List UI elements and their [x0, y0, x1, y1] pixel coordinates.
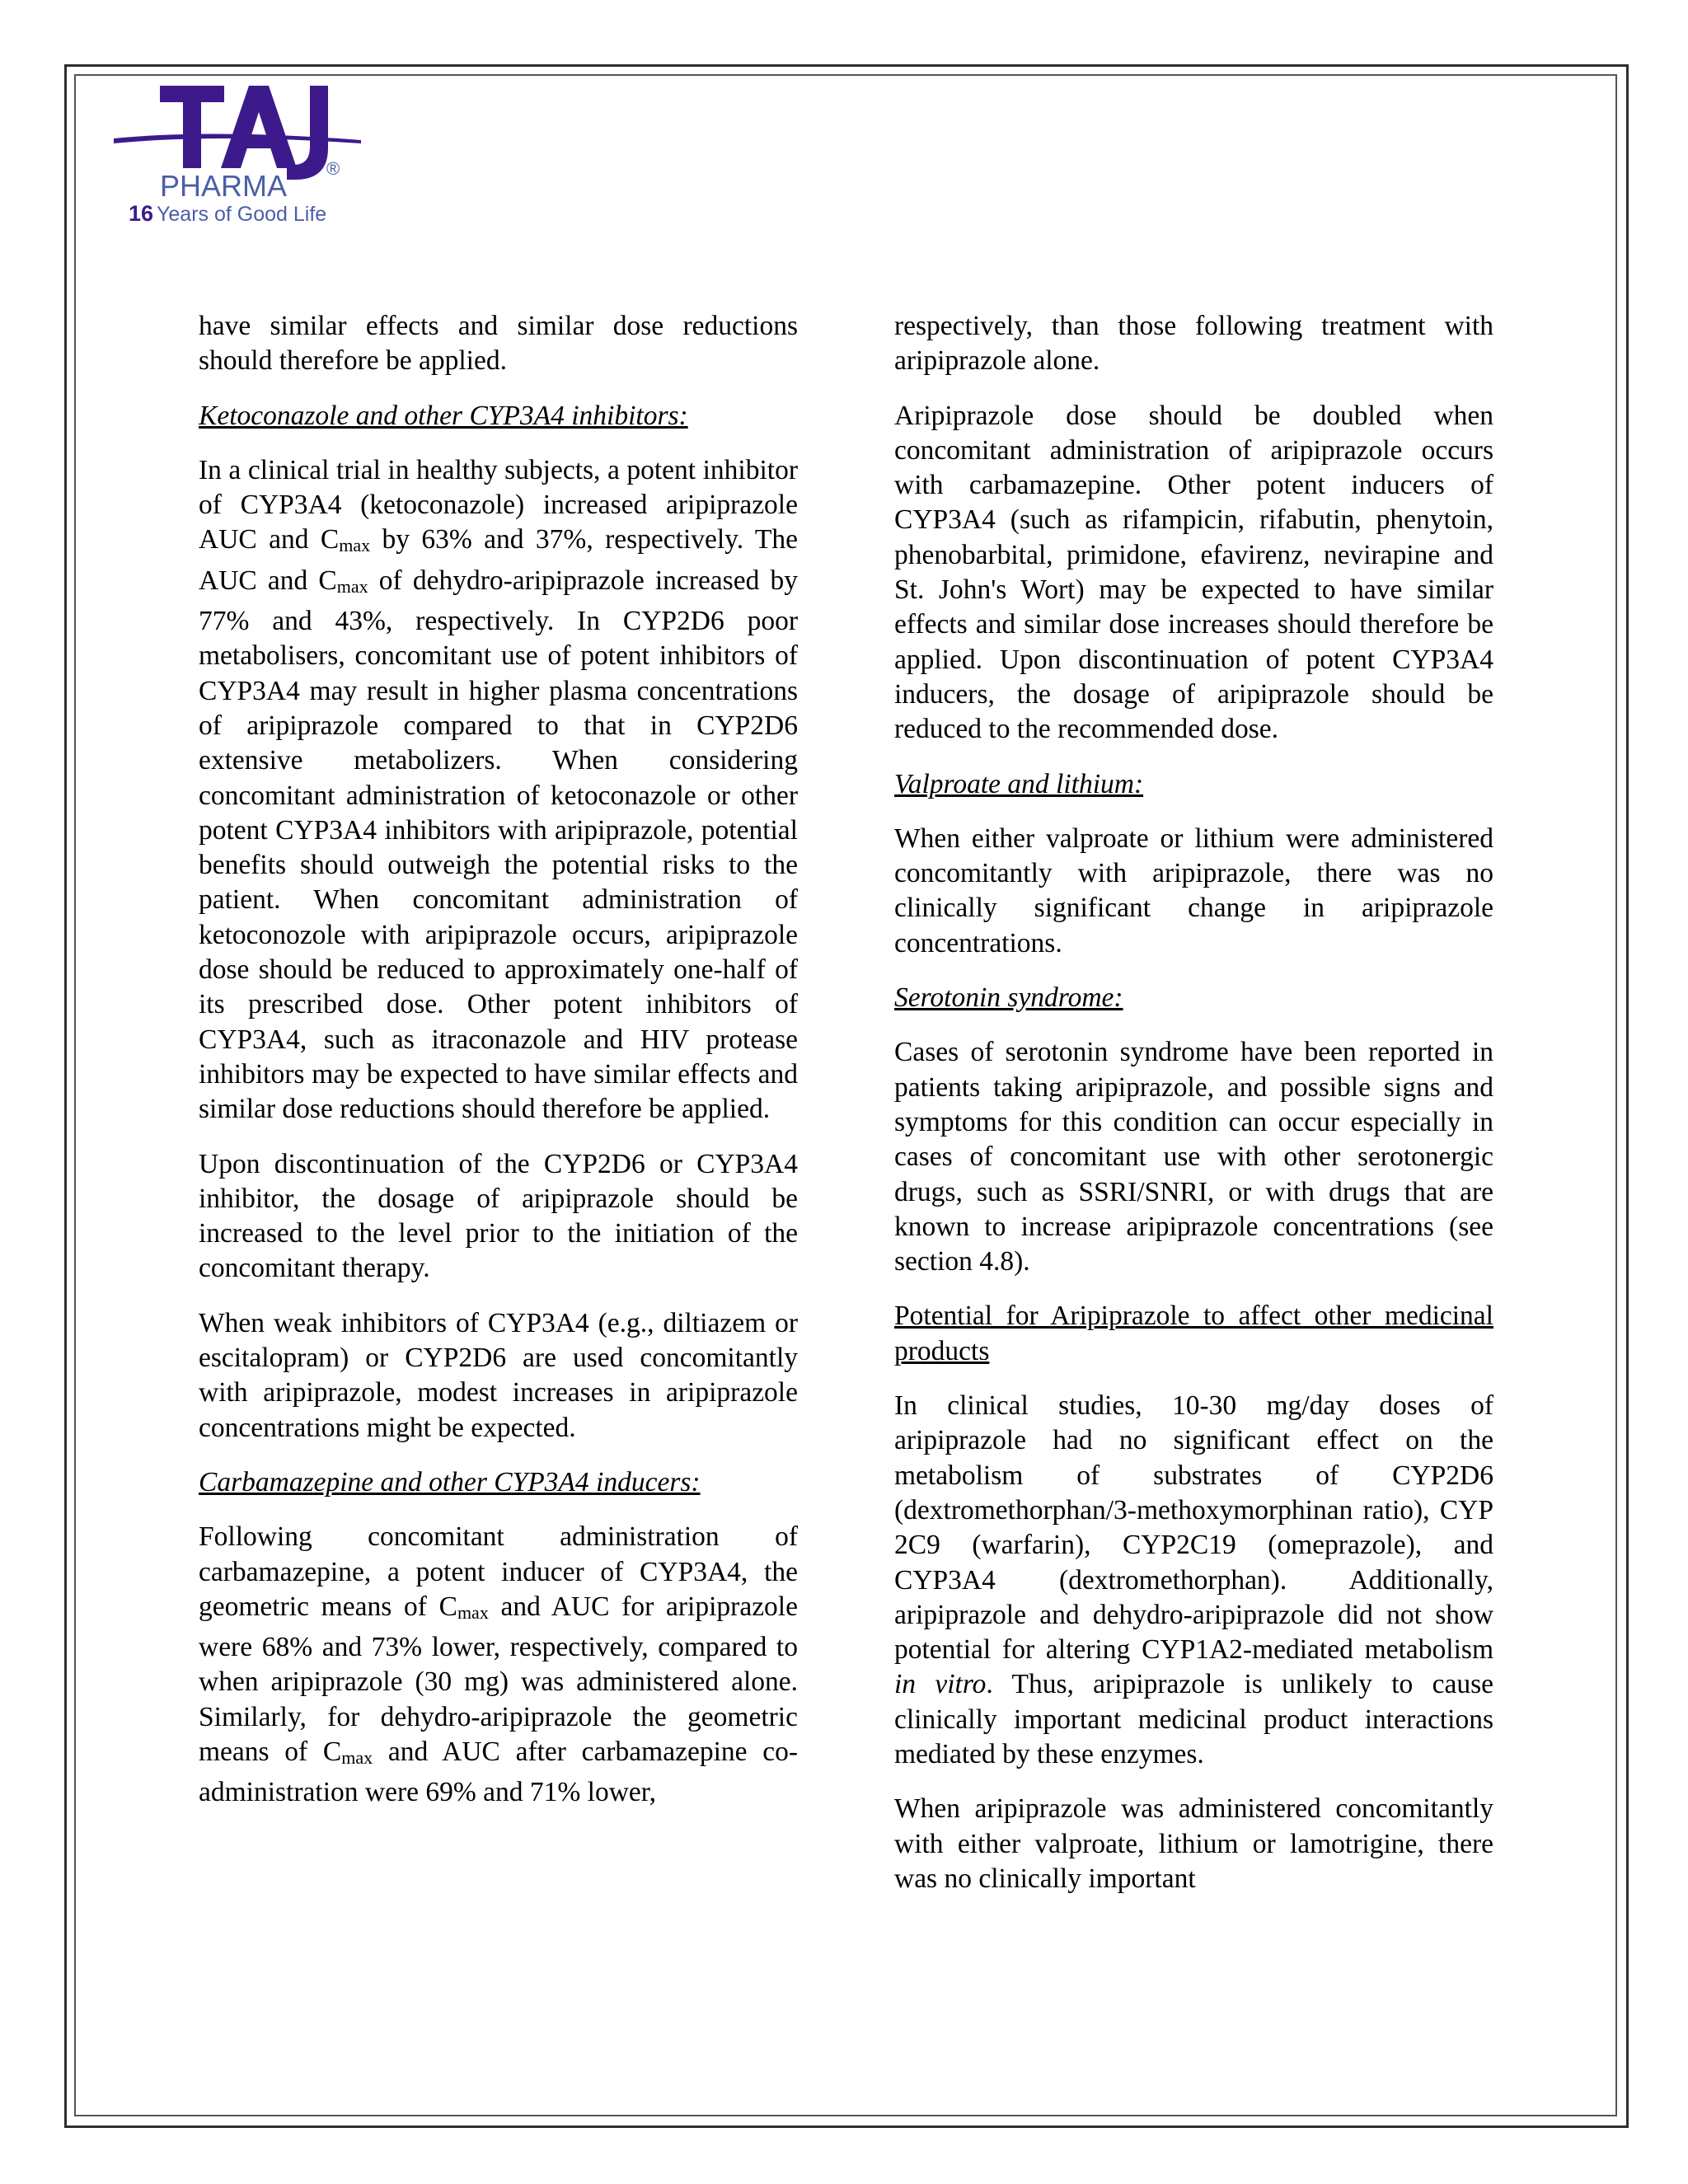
section-heading-valproate: Valproate and lithium:: [894, 768, 1144, 799]
paragraph: In a clinical trial in healthy subjects, a potent inhibitor of CYP3A4 (ketoconazole) increased aripiprazole AUC and Cmax by 63% and 37%, respectively. The AUC and Cmax of dehydro-aripiprazole increased by 77% and 43%, respectively. In CYP2D6 poor metabolisers, concomitant use of potent inhibitors of CYP3A4 may result in higher plasma concentrations of aripiprazole compared to that in CYP2D6 extensive metabolizers. When considering concomitant administration of ketoconazole or other potent CYP3A4 inhibitors with aripiprazole, potential benefits should outweigh the potential risks to the patient. When concomitant administration of ketoconozole with aripiprazole occurs, aripiprazole dose should be reduced to approximately one-half of its prescribed dose. Other potent inhibitors of CYP3A4, such as itraconazole and HIV protease inhibitors may be expected to have similar effects and similar dose reductions should therefore be applied.: [199, 454, 798, 1125]
logo-pharma-text: PHARMA: [160, 169, 288, 203]
paragraph: When either valproate or lithium were administered concomitantly with aripiprazole, there was no clinically significant change in aripiprazole concentrations.: [894, 823, 1493, 958]
taj-pharma-logo: [114, 81, 377, 227]
paragraph: Aripiprazole dose should be doubled when concomitant administration of aripiprazole occurs with carbamazepine. Other potent inducers of CYP3A4 (such as rifampicin, rifabutin, phenytoin, phenobarbital, primidone, efavirenz, nevirapine and St. John's Wort) may be expected to have similar effects and similar dose increases should therefore be applied. Upon discontinuation of potent CYP3A4 inducers, the dosage of aripiprazole should be reduced to the recommended dose.: [894, 400, 1493, 745]
paragraph: In clinical studies, 10-30 mg/day doses of aripiprazole had no significant effect on the metabolism of substrates of CYP2D6 (dextromethorphan/3-methoxymorphinan ratio), CYP 2C9 (warfarin), CYP2C19 (omeprazole), and CYP3A4 (dextromethorphan). Additionally, aripiprazole and dehydro-aripiprazole did not show potential for altering CYP1A2-mediated metabolism in vitro. Thus, aripiprazole is unlikely to cause clinically important medicinal product interactions mediated by these enzymes.: [894, 1390, 1493, 1769]
paragraph: When aripiprazole was administered concomitantly with either valproate, lithium or lamotrigine, there was no clinically important: [894, 1793, 1493, 1894]
paragraph: have similar effects and similar dose reductions should therefore be applied.: [199, 311, 798, 377]
paragraph: Following concomitant administration of carbamazepine, a potent inducer of CYP3A4, the geometric means of Cmax and AUC for aripiprazole were 68% and 73% lower, respectively, compared to when aripiprazole (30 mg) was administered alone. Similarly, for dehydro-aripiprazole the geometric means of Cmax and AUC after carbamazepine co-administration were 69% and 71% lower,: [199, 1521, 798, 1808]
section-heading-serotonin: Serotonin syndrome:: [894, 982, 1123, 1014]
paragraph: respectively, than those following treatment with aripiprazole alone.: [894, 311, 1493, 377]
logo-years-number: 16: [129, 201, 154, 226]
paragraph: When weak inhibitors of CYP3A4 (e.g., diltiazem or escitalopram) or CYP2D6 are used concomitantly with aripiprazole, modest increases in aripiprazole concentrations might be expected.: [199, 1307, 798, 1443]
logo-tagline: Years of Good Life: [157, 203, 327, 226]
paragraph: Cases of serotonin syndrome have been reported in patients taking aripiprazole, and possible signs and symptoms for this condition can occur especially in cases of concomitant use with other serotonergic drugs, such as SSRI/SNRI, or with drugs that are known to increase aripiprazole concentrations (see section 4.8).: [894, 1037, 1493, 1277]
right-column: [894, 309, 1493, 1916]
section-heading-carbamazepine: Carbamazepine and other CYP3A4 inducers:: [199, 1466, 701, 1497]
left-column: [199, 309, 798, 1830]
paragraph: Upon discontinuation of the CYP2D6 or CYP3A4 inhibitor, the dosage of aripiprazole should be increased to the level prior to the initiation of the concomitant therapy.: [199, 1148, 798, 1284]
section-heading-potential: Potential for Aripiprazole to affect other medicinal products: [894, 1301, 1493, 1366]
section-heading-ketoconazole: Ketoconazole and other CYP3A4 inhibitors:: [199, 400, 688, 431]
registered-mark: ®: [326, 158, 340, 179]
